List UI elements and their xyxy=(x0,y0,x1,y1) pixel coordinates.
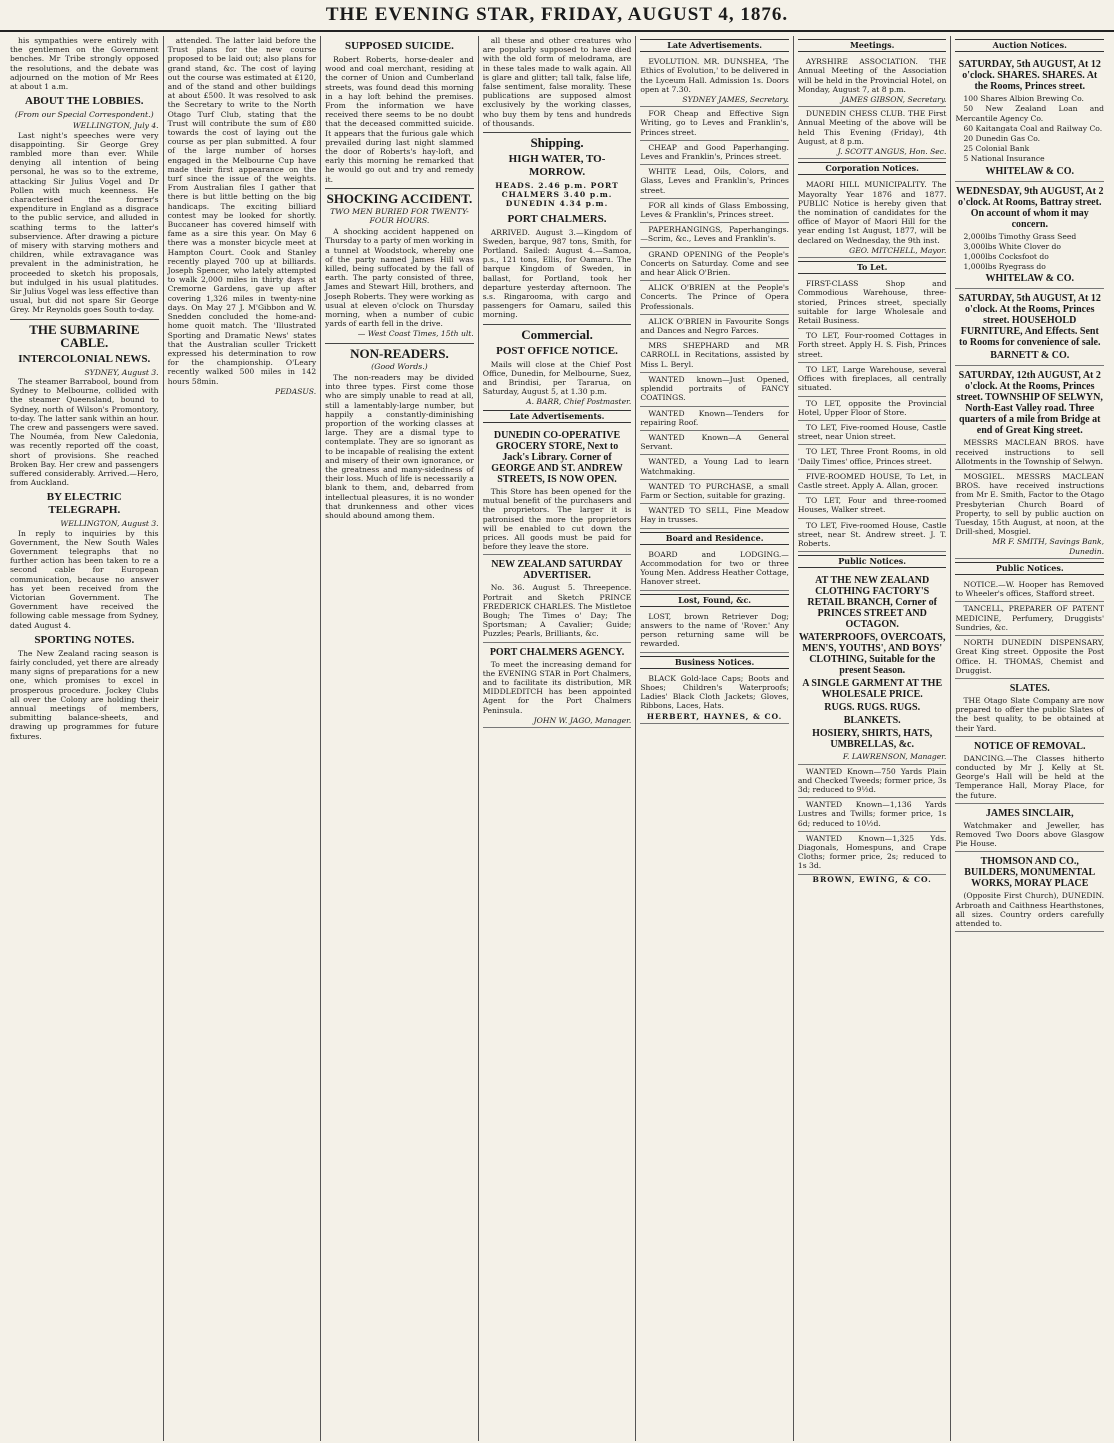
ad-body: To meet the increasing demand for the EVENING STAR in Port Chalmers, and to facilitate its distribution, MR MIDDLEDITCH has been appointed Agent for the Port Chalmers Peninsula. xyxy=(482,659,632,715)
ad-hooper xyxy=(955,578,1104,602)
firm-name: WHITELAW & CO. xyxy=(985,273,1074,285)
section-corporation: Corporation Notices. xyxy=(798,162,947,175)
ad-body: BLACK Gold-lace Caps; Boots and Shoes; Children's Waterproofs; Ladies' Black Cloth Jackets; Gloves, Ribbons, Laces, Hats. xyxy=(640,673,789,711)
ad-classified-1 xyxy=(640,107,789,141)
headline-telegraph: BY ELECTRIC TELEGRAPH. xyxy=(46,491,122,517)
to-let-ad: TO LET, Four-roomed Cottages in Forth street. Apply H. S. Fish, Princes street. xyxy=(797,331,947,359)
headline-sporting-notes: SPORTING NOTES. xyxy=(34,633,135,646)
ad-body: No. 36. August 5. Threepence. Portrait and Sketch PRINCE FREDERICK CHARLES. The Mistletoe Bough; The Times o' Day; The Sportsman; A Cavalier; Guide; Puzzles; Pearls, Brilliants, &c. xyxy=(482,583,632,639)
list-item: 25 Colonial Bank xyxy=(963,144,1030,154)
ad-body: BOARD and LODGING.—Accommodation for two or three Young Men. Address Heather Cottage, Hanover street. xyxy=(640,549,789,587)
to-let-ad: FIRST-CLASS Shop and Commodious Warehouse, three-storied, Princes street, specially suitable for large Wholesale and Retail Business. xyxy=(797,279,947,326)
to-let-ad: TO LET, Five-roomed House, Castle street, near St. Andrew street. J. T. Roberts. xyxy=(797,520,947,548)
ad-body: THE Otago Slate Company are now prepared to offer the public Slates of the best quality, to be obtained at their Yard. xyxy=(955,695,1105,733)
classified-ad: GRAND OPENING of the People's Concerts on Saturday. Come and see and hear Alick O'Brien. xyxy=(640,249,789,278)
dateline: SYDNEY, August 3. xyxy=(84,367,159,377)
article-body: attended. The latter laid before the Trust plans for the new course proposed to be laid out; also plans for grand stand, &c. The cost of laying out the course was estimated at £120, and of the stand and other buildings at about £500. It was resolved to ask the Secretary to write to the North Otago Turf Club, stating that the Trust will contribute the sum of £80 towards the cost of laying out the course as per plan submitted. A four of the large number of horses engaged in the Melbourne Cup have made their first appearance on the turf since the issue of the weights. From Australian files I gather that there is but little betting on the big handicaps. The exciting billiard contest may be looked for shortly. Buccaneer has covered himself with fame as a sire this year. On May 6 there was a monster bicycle meet at Hampton Court. Cook and Stanley recently played 700 up at billiards. Joseph Spencer, who lately attempted to walk 2,000 miles in thirty days at Cremorne Gardens, gave up after covering 1,326 miles in twenty-nine days. On May 27 J. M'Gibbon and W. Snedden concluded the home-and-home quoit match. The 'Illustrated Sporting and Dramatic News' states that the Australian sculler Trickett expressed his determination to row for the championship. O'Leary recently walked 500 miles in 142 hours 58min. xyxy=(167,36,317,386)
ad-classified-6 xyxy=(640,248,789,282)
firm-name: THOMSON AND CO., BUILDERS, MONUMENTAL WORKS, MORAY PLACE xyxy=(964,856,1096,890)
ad-line: HOSIERY, SHIRTS, HATS, UMBRELLAS, &c. xyxy=(812,728,933,751)
dateline: WELLINGTON, July 4. xyxy=(72,121,159,131)
ad-title: SATURDAY, 5th AUGUST, At 12 o'clock. At the Rooms, Princes street. HOUSEHOLD FURNITURE, And Effects. Sent to Rooms for convenience of sale. xyxy=(958,293,1101,349)
ad-brown-ewing-2 xyxy=(798,798,947,832)
ad-body: LOST, brown Retriever Dog; answers to the name of 'Rover.' Any person returning same will be rewarded. xyxy=(640,611,789,649)
ad-to-let-2 xyxy=(798,329,947,363)
ad-classified-15 xyxy=(640,504,789,528)
classified-ad: MRS SHEPHARD and MR CARROLL in Recitations, assisted by Miss L. Beryl. xyxy=(640,341,789,369)
ad-body: (Opposite First Church), DUNEDIN. Arbroath and Caithness Hearthstones, all sizes. Country orders carefully attended to. xyxy=(955,891,1105,928)
article-body: In reply to inquiries by this Government, the New South Wales Government telegraphs that no further action has been taken to re a second cable for European communication, because no answer has yet been received from the Victorian Government. The Government have received the following cable message from Sydney, dated August 4. xyxy=(10,528,159,630)
list-item: 1,000lbs Ryegrass do xyxy=(963,262,1046,272)
to-let-ad: TO LET, Three Front Rooms, in old 'Daily Times' office, Princes street. xyxy=(797,447,947,466)
ad-classified-4 xyxy=(640,199,789,223)
ad-title: SATURDAY, 12th AUGUST, At 2 o'clock. At the Rooms, Princes street. TOWNSHIP OF SELWYN, North-East Valley road. Three quarters of a mile from Bridge at end of Great King street. xyxy=(956,370,1103,437)
ad-to-let-5 xyxy=(798,421,947,445)
classified-ad: WANTED TO SELL, Fine Meadow Hay in trusses. xyxy=(640,506,789,525)
headline-submarine-cable: THE SUBMARINE CABLE. xyxy=(10,319,159,349)
newspaper-columns xyxy=(0,32,1114,1441)
ad-classified-12 xyxy=(640,431,789,455)
ad-selwyn xyxy=(955,366,1104,470)
ad-body: NOTICE.—W. Hooper has Removed to Wheeler's offices, Stafford street. xyxy=(955,580,1105,599)
section-late-ads: Late Advertisements. xyxy=(640,39,789,52)
ad-title: NEW ZEALAND SATURDAY ADVERTISER. xyxy=(491,559,623,582)
headline-lobbies: ABOUT THE LOBBIES. xyxy=(25,95,144,108)
list-item: 20 Dunedin Gas Co. xyxy=(963,134,1041,144)
list-item: 50 New Zealand Loan and Mercantile Agency Co. xyxy=(955,104,1105,123)
ad-title: DUNEDIN CO-OPERATIVE GROCERY STORE, Next to Jack's Library. Corner of GEORGE AND ST. ANDREW STREETS, IS NOW OPEN. xyxy=(491,429,623,485)
headline-high-water: HIGH WATER, TO-MORROW. xyxy=(508,153,606,179)
masthead: THE EVENING STAR, FRIDAY, AUGUST 4, 1876. xyxy=(0,0,1114,32)
headline-accident: SHOCKING ACCIDENT. xyxy=(325,188,474,205)
to-let-ad: FIVE-ROOMED HOUSE, To Let, in Castle street. Apply A. Allan, grocer. xyxy=(797,471,947,490)
column-7 xyxy=(951,36,1108,1441)
ad-brown-ewing-3 xyxy=(798,832,947,875)
ad-classified-11 xyxy=(640,407,789,431)
manager-signature: JOHN W. JAGO, Manager. xyxy=(533,715,632,725)
ad-clothing-factory xyxy=(798,571,947,764)
ad-body: TANCELL, PREPARER OF PATENT MEDICINE, Perfumery, Druggists' Sundries, &c. xyxy=(955,604,1105,632)
ad-body: This Store has been opened for the mutual benefit of the purchasers and the proprietors. The larger it is patronised the more the proprietors will be enabled to cut down the prices. All goods must be paid for before they leave the store. xyxy=(482,486,632,552)
ad-to-let-1 xyxy=(798,277,947,329)
section-board-residence: Board and Residence. xyxy=(640,532,789,545)
ad-body: DUNEDIN CHESS CLUB. THE First Annual Meeting of the above will be held This Evening (Friday), 4th August, at 8 p.m. xyxy=(797,109,947,146)
ad-cooperative-store xyxy=(483,426,632,555)
headline-non-readers: NON-READERS. xyxy=(325,343,474,360)
classified-ad: PAPERHANGINGS, Paperhangings.—Scrim, &c., Leves and Franklin's. xyxy=(640,225,789,244)
mayor-signature: GEO. MITCHELL, Mayor. xyxy=(849,245,947,255)
ad-classified-5 xyxy=(640,223,789,247)
article-body: The steamer Barrabool, bound from Sydney to Melbourne, collided with the steamer Queensland, bound to Sydney, north of Wilson's Promontory, to-day. The latter sank within an hour. The crew and passengers were saved. The Nouméa, from New Caledonia, was recently reported off the coast, short of provisions. She reached Broken Bay. Her crew and passengers suffered considerably. Arrived.—Hero, from Auckland. xyxy=(10,376,159,488)
ad-saturday-advertiser xyxy=(483,555,632,642)
ad-shares xyxy=(955,55,1104,181)
ad-body: MOSGIEL. MESSRS MACLEAN BROS. have received instructions from Mr E. Smith, Factor to the Otago Presbyterian Church Board of Property, to sell by public auction on Tuesday, 15th August, at noon, at the Drill-shed, Mosgiel. xyxy=(955,472,1105,537)
ad-removal xyxy=(955,737,1104,804)
ad-ayrshire xyxy=(798,55,947,107)
classified-ad: CHEAP and Good Paperhanging. Leves and Franklin's, Princes street. xyxy=(640,142,789,162)
ad-line: RUGS. RUGS. RUGS. xyxy=(824,702,921,714)
ad-classified-7 xyxy=(640,281,789,315)
column-3 xyxy=(321,36,479,1441)
headline-shipping: Shipping. xyxy=(483,132,632,149)
ad-to-let-8 xyxy=(798,494,947,518)
firm-name: JAMES SINCLAIR, xyxy=(985,807,1074,819)
ad-dispensary xyxy=(955,636,1104,679)
section-late-ads: Late Advertisements. xyxy=(483,410,632,423)
classified-ad: WANTED, a Young Lad to learn Watchmaking. xyxy=(640,457,789,476)
ad-body: Watchmaker and Jeweller, has Removed Two Doors above Glasgow Pie House. xyxy=(955,820,1105,849)
article-body: all these and other creatures who are popularly supposed to have died with the old form of melodrama, are in these tales made to walk again. All is glare and glitter; tall talk, false life, false sentiment, false morality. These publications are supposed almost exclusively by the working classes, who buy them by tens and hundreds of thousands. xyxy=(482,36,632,128)
ad-line: WATERPROOFS, OVERCOATS, MEN'S, YOUTHS', AND BOYS' CLOTHING, Suitable for the present Season. xyxy=(798,632,946,677)
classified-ad: WANTED Known—1,136 Yards Lustres and Twills; former price, 1s 6d; reduced to 10½d. xyxy=(797,800,947,828)
byline: (Good Words.) xyxy=(371,361,428,371)
ad-to-let-3 xyxy=(798,363,947,397)
ad-brown-ewing-1 xyxy=(798,765,947,799)
ad-title: AT THE NEW ZEALAND CLOTHING FACTORY'S RETAIL BRANCH, Corner of PRINCES STREET AND OCTAGON. xyxy=(807,575,937,631)
to-let-ad: TO LET, opposite the Provincial Hotel, Upper Floor of Store. xyxy=(797,398,947,417)
column-1 xyxy=(6,36,164,1441)
firm-name: HERBERT, HAYNES, & CO. xyxy=(646,711,783,721)
ad-body: MESSRS MACLEAN BROS. have received instructions to sell Allotments in the Township of Selwyn. xyxy=(955,438,1105,466)
ad-body: AYRSHIRE ASSOCIATION. THE Annual Meeting of the Association will be held in the Provincial Hotel, on Monday, August 7, at 8 p.m. xyxy=(797,57,947,94)
classified-ad: WANTED Known—1,325 Yds. Diagonals, Homespuns, and Crape Cloths; former price, 2s; reduced to 1s 3d. xyxy=(797,833,947,871)
ad-body: EVOLUTION. MR. DUNSHEA, 'The Ethics of Evolution,' to be delivered in the Lyceum Hall. Admission 1s. Doors open at 7.30. xyxy=(640,57,789,94)
ad-to-let-6 xyxy=(798,445,947,469)
ad-port-chalmers-agency xyxy=(483,643,632,728)
secretary-signature: JAMES GIBSON, Secretary. xyxy=(840,95,947,105)
agent-signature: MR F. SMITH, Savings Bank, Dunedin. xyxy=(992,537,1105,556)
section-meetings: Meetings. xyxy=(798,39,947,52)
byline: (From our Special Correspondent.) xyxy=(14,110,154,120)
ad-tancell xyxy=(955,602,1104,636)
ad-mosgiel xyxy=(955,470,1104,559)
ad-to-let-4 xyxy=(798,397,947,421)
list-item: 100 Shares Albion Brewing Co. xyxy=(963,94,1084,104)
column-6 xyxy=(794,36,952,1441)
headline-suicide: SUPPOSED SUICIDE. xyxy=(345,40,454,52)
ad-body: MAORI HILL MUNICIPALITY. The Mayoralty Year 1876 and 1877. PUBLIC Notice is hereby given that the nomination of candidates for the office of Mayor of Maori Hill for the year ending 1st August, 1877, will be declared on Wednesday, the 9th inst. xyxy=(797,180,947,245)
firm-name: WHITELAW & CO. xyxy=(985,165,1074,177)
ad-title: SATURDAY, 5th AUGUST, At 12 o'clock. SHARES. SHARES. At the Rooms, Princes street. xyxy=(958,59,1101,93)
classified-ad: WANTED known—Just Opened, splendid portraits of FANCY COATINGS. xyxy=(640,374,789,403)
ad-body: NORTH DUNEDIN DISPENSARY, Great King street. Opposite the Post Office. H. THOMAS, Chemist and Druggist. xyxy=(955,638,1105,675)
article-body: The New Zealand racing season is fairly concluded, yet there are already many signs of preparations for a new one, which promises to excel in prosperous procedure. Jockey Clubs all over the Colony are holding their annual meetings of members, submitting balance-sheets, and drawing up programmes for future fixtures. xyxy=(10,648,159,741)
ad-thomson xyxy=(955,852,1104,932)
headline-commercial: Commercial. xyxy=(483,324,632,341)
secretary-signature: SYDNEY JAMES, Secretary. xyxy=(682,95,789,105)
ad-classified-14 xyxy=(640,480,789,504)
section-business-notices: Business Notices. xyxy=(640,656,789,669)
list-item: 60 Kaitangata Coal and Railway Co. xyxy=(963,123,1103,133)
ad-to-let-7 xyxy=(798,470,947,494)
list-item: 2,000lbs Timothy Grass Seed xyxy=(963,231,1077,241)
ad-lost-dog xyxy=(640,610,789,653)
section-lost-found: Lost, Found, &c. xyxy=(640,594,789,607)
classified-ad: WANTED Known—750 Yards Plain and Checked Tweeds; former price, 3s 3d; reduced to 9½d. xyxy=(797,766,947,794)
ad-evolution xyxy=(640,55,789,107)
ad-title: PORT CHALMERS AGENCY. xyxy=(489,646,625,658)
ad-furniture xyxy=(955,289,1104,366)
ad-title: SLATES. xyxy=(1009,682,1050,694)
to-let-ad: TO LET, Five-roomed House, Castle street, near Union street. xyxy=(797,422,947,442)
article-body: A shocking accident happened on Thursday to a party of men working in a tunnel at Woodstock, whereby one of the party named James Hill was killed, being suffocated by the fall of earth. The party consisted of three, James and Stewart Hill, brothers, and Joseph Roberts. They were working as usual at eleven o'clock on Thursday morning, when a number of cubic yards of earth fell in the drive. xyxy=(325,227,474,329)
ad-line: A SINGLE GARMENT AT THE WHOLESALE PRICE. xyxy=(802,678,943,701)
classified-ad: ALICK O'BRIEN at the People's Concerts. The Prince of Opera Professionals. xyxy=(640,283,789,311)
to-let-ad: TO LET, Four and three-roomed Houses, Walker street. xyxy=(797,496,947,515)
classified-ad: FOR Cheap and Effective Sign Writing, go to Leves and Franklin's, Princes street. xyxy=(640,109,789,137)
list-item: 1,000lbs Cocksfoot do xyxy=(963,252,1049,262)
ad-to-let-9 xyxy=(798,519,947,553)
to-let-ad: TO LET, Large Warehouse, several Offices with fireplaces, all centrally situated. xyxy=(797,364,947,393)
column-4 xyxy=(479,36,637,1441)
firm-name: BARNETT & CO. xyxy=(990,350,1070,362)
section-public-notices: Public Notices. xyxy=(955,562,1104,575)
column-2 xyxy=(164,36,322,1441)
section-auction-notices: Auction Notices. xyxy=(955,39,1104,52)
shipping-body: ARRIVED. August 3.—Kingdom of Sweden, barque, 987 tons, Smith, for Portland. Sailed: August 4.—Samoa, p.s., 121 tons, Ellis, for Oamaru. The barque Kingdom of Sweden, in ballast, for Portland, took her departure yesterday afternoon. The s.s. Ringarooma, with cargo and passengers for Oamaru, sailed this morning. xyxy=(482,227,632,320)
postmaster-signature: A. BARR, Chief Postmaster. xyxy=(526,397,632,407)
classified-ad: WANTED Known—Tenders for repairing Roof. xyxy=(640,408,789,427)
list-item: 3,000lbs White Clover do xyxy=(963,241,1061,251)
section-public-notices: Public Notices. xyxy=(798,555,947,568)
ad-classified-8 xyxy=(640,315,789,339)
ad-line: BLANKETS. xyxy=(843,715,901,727)
headline-intercolonial: INTERCOLONIAL NEWS. xyxy=(18,352,151,365)
classified-ad: ALICK O'BRIEN in Favourite Songs and Dances and Negro Farces. xyxy=(640,316,789,336)
dateline: WELLINGTON, August 3. xyxy=(60,519,159,529)
ad-classified-9 xyxy=(640,339,789,373)
headline-port-chalmers: PORT CHALMERS. xyxy=(507,212,607,225)
ad-board xyxy=(640,548,789,591)
tide-table: HEADS. 2.46 p.m. PORT CHALMERS 3.40 p.m. DUNEDIN 4.34 p.m. xyxy=(495,181,619,209)
article-body: The non-readers may be divided into three types. First come those who are simply unable to read at all, still a lamentably-large number, but happily a constantly-diminishing proportion of the working classes at large. They are a dismal type to contemplate. They are so ignorant as to be incapable of realising the extent and misery of their own ignorance, or the greatness and many-sidedness of their loss. Much of life is necessarily a blank to them, and, debarred from intellectual pleasures, it is no wonder that drunkenness and other vices should abound among them. xyxy=(325,372,474,520)
manager-signature: F. LAWRENSON, Manager. xyxy=(842,752,947,762)
ad-classified-13 xyxy=(640,455,789,479)
firm-name: BROWN, EWING, & CO. xyxy=(812,874,932,884)
article-body: Robert Roberts, horse-dealer and wood and coal merchant, residing at the corner of Union and Cumberland streets, was found dead this morning in a hay loft behind the premises. From the information we have received there seems to be no doubt that the deceased committed suicide. It appears that the furious gale which prevailed during last night slammed the door of Roberts's hay-loft, and early this morning he remarked that he would go out and try and remedy it. xyxy=(325,55,474,184)
ad-title: NOTICE OF REMOVAL. xyxy=(974,740,1086,752)
article-body: Last night's speeches were very disappointing. Sir George Grey rambled more than ever. While denying all intention of being personal, he was so to the extreme, attacking Sir Julius Vogel and Dr Pollen with much keenness. He characterised the former's expenditure in England as a disgrace to the public service, and alluded in scathing terms to the latter's subservience. After drawing a picture of misery with starving mothers and children, while extravagance was prevalent in the administration, he proceeded to sketch his proposals, but indulged in his usual platitudes. Sir Julius Vogel was less effective than usual, but did not spare Sir George Grey. Mr Reynolds goes South to-day. xyxy=(10,130,159,315)
classified-ad: FOR all kinds of Glass Embossing, Leves & Franklin's, Princes street. xyxy=(640,200,789,220)
ad-classified-3 xyxy=(640,165,789,199)
subheadline: TWO MEN BURIED FOR TWENTY-FOUR HOURS. xyxy=(330,206,469,226)
ad-classified-2 xyxy=(640,141,789,165)
ad-chess-club xyxy=(798,107,947,159)
ad-seeds xyxy=(955,182,1104,290)
ad-body: DANCING.—The Classes hitherto conducted by Mr J. Kelly at St. George's Hall will be held at the Temperance Hall, Moray Place, for the future. xyxy=(955,753,1105,800)
ad-maori-hill xyxy=(798,178,947,258)
notice-body: Mails will close at the Chief Post Office, Dunedin, for Melbourne, Suez, and Brindisi, per Tararua, on Saturday, August 5, at 1.30 p.m. xyxy=(482,359,632,397)
ad-classified-10 xyxy=(640,373,789,407)
classified-ad: WANTED Known—A General Servant. xyxy=(640,432,789,452)
ad-business xyxy=(640,672,789,724)
source-credit: — West Coast Times, 15th ult. xyxy=(357,329,474,339)
ad-title: WEDNESDAY, 9th AUGUST, At 2 o'clock. At Rooms, Battray street. On account of whom it may concern. xyxy=(956,185,1104,230)
secretary-signature: J. SCOTT ANGUS, Hon. Sec. xyxy=(837,147,947,157)
ad-slates xyxy=(955,679,1104,737)
headline-post-office: POST OFFICE NOTICE. xyxy=(496,344,618,357)
list-item: 5 National Insurance xyxy=(963,154,1045,164)
ad-sinclair xyxy=(955,804,1104,853)
lead-paragraph: his sympathies were entirely with the gentlemen on the Government benches. Mr Tribe strongly opposed the resolutions, and the debate was adjourned on the motion of Mr Rees at about 1 a.m. xyxy=(10,36,159,92)
classified-ad: WHITE Lead, Oils, Colors, and Glass, Leves and Franklin's, Princes street. xyxy=(640,167,789,195)
classified-ad: WANTED TO PURCHASE, a small Farm or Section, suitable for grazing. xyxy=(640,481,789,500)
column-5 xyxy=(636,36,794,1441)
author-signature: PEDASUS. xyxy=(274,386,317,396)
section-to-let: To Let. xyxy=(798,261,947,274)
